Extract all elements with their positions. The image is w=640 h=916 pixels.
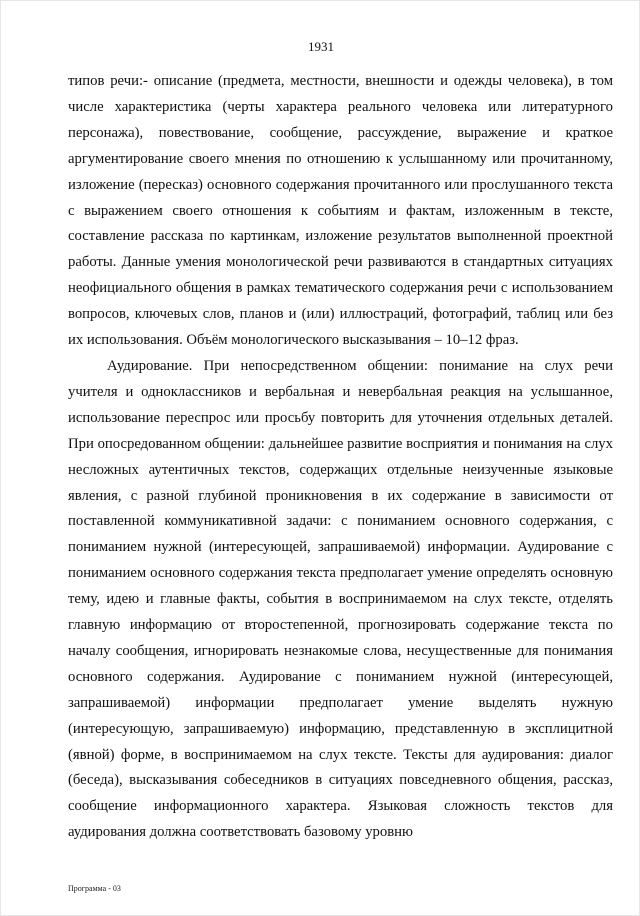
paragraph-monologue: типов речи:- описание (предмета, местности, внешности и одежды человека), в том числе характеристика (черты характера реального человека или литературного персонажа), повествование, сообщение, рассуждение, выражение и краткое аргументирование своего мнения по отношению к услышанному или прочитанному, изложение (пересказ) основного содержания прочитанного или прослушанного текста с выражением своего отношения к событиям и фактам, изложенным в тексте, составление рассказа по картинкам, изложение результатов выполненной проектной работы. Данные умения монологической речи развиваются в стандартных ситуациях неофициального общения в рамках тематического содержания речи с использованием вопросов, ключевых слов, планов и (или) иллюстраций, фотографий, таблиц или без их использования. Объём монологического высказывания – 10–12 фраз.	[68, 73, 613, 349]
body-text	[68, 69, 613, 846]
paragraph-listening: Аудирование. При непосредственном общении: понимание на слух речи учителя и одноклассников и вербальная и невербальная реакция на услышанное, использование переспрос или просьбу повторить для уточнения отдельных деталей. При опосредованном общении: дальнейшее развитие восприятия и понимания на слух несложных аутентичных текстов, содержащих отдельные неизученные языковые явления, с разной глубиной проникновения в их содержание в зависимости от поставленной коммуникативной задачи: с пониманием основного содержания, с пониманием нужной (интересующей, запрашиваемой) информации. Аудирование с пониманием основного содержания текста предполагает умение определять основную тему, идею и главные факты, события в воспринимаемом на слух тексте, отделять главную информацию от второстепенной, прогнозировать содержание текста по началу сообщения, игнорировать незнакомые слова, несущественные для понимания основного содержания. Аудирование с пониманием нужной (интересующей, запрашиваемой) информации предполагает умение выделять нужную (интересующую, запрашиваемую) информацию, представленную в эксплицитной (явной) форме, в воспринимаемом на слух тексте. Тексты для аудирования: диалог (беседа), высказывания собеседников в ситуациях повседневного общения, рассказ, сообщение информационного характера. Языковая сложность текстов для аудирования должна соответствовать базовому уровню	[68, 357, 613, 841]
page-number: 1931	[308, 39, 334, 54]
footer-label: Программа - 03	[68, 884, 121, 893]
